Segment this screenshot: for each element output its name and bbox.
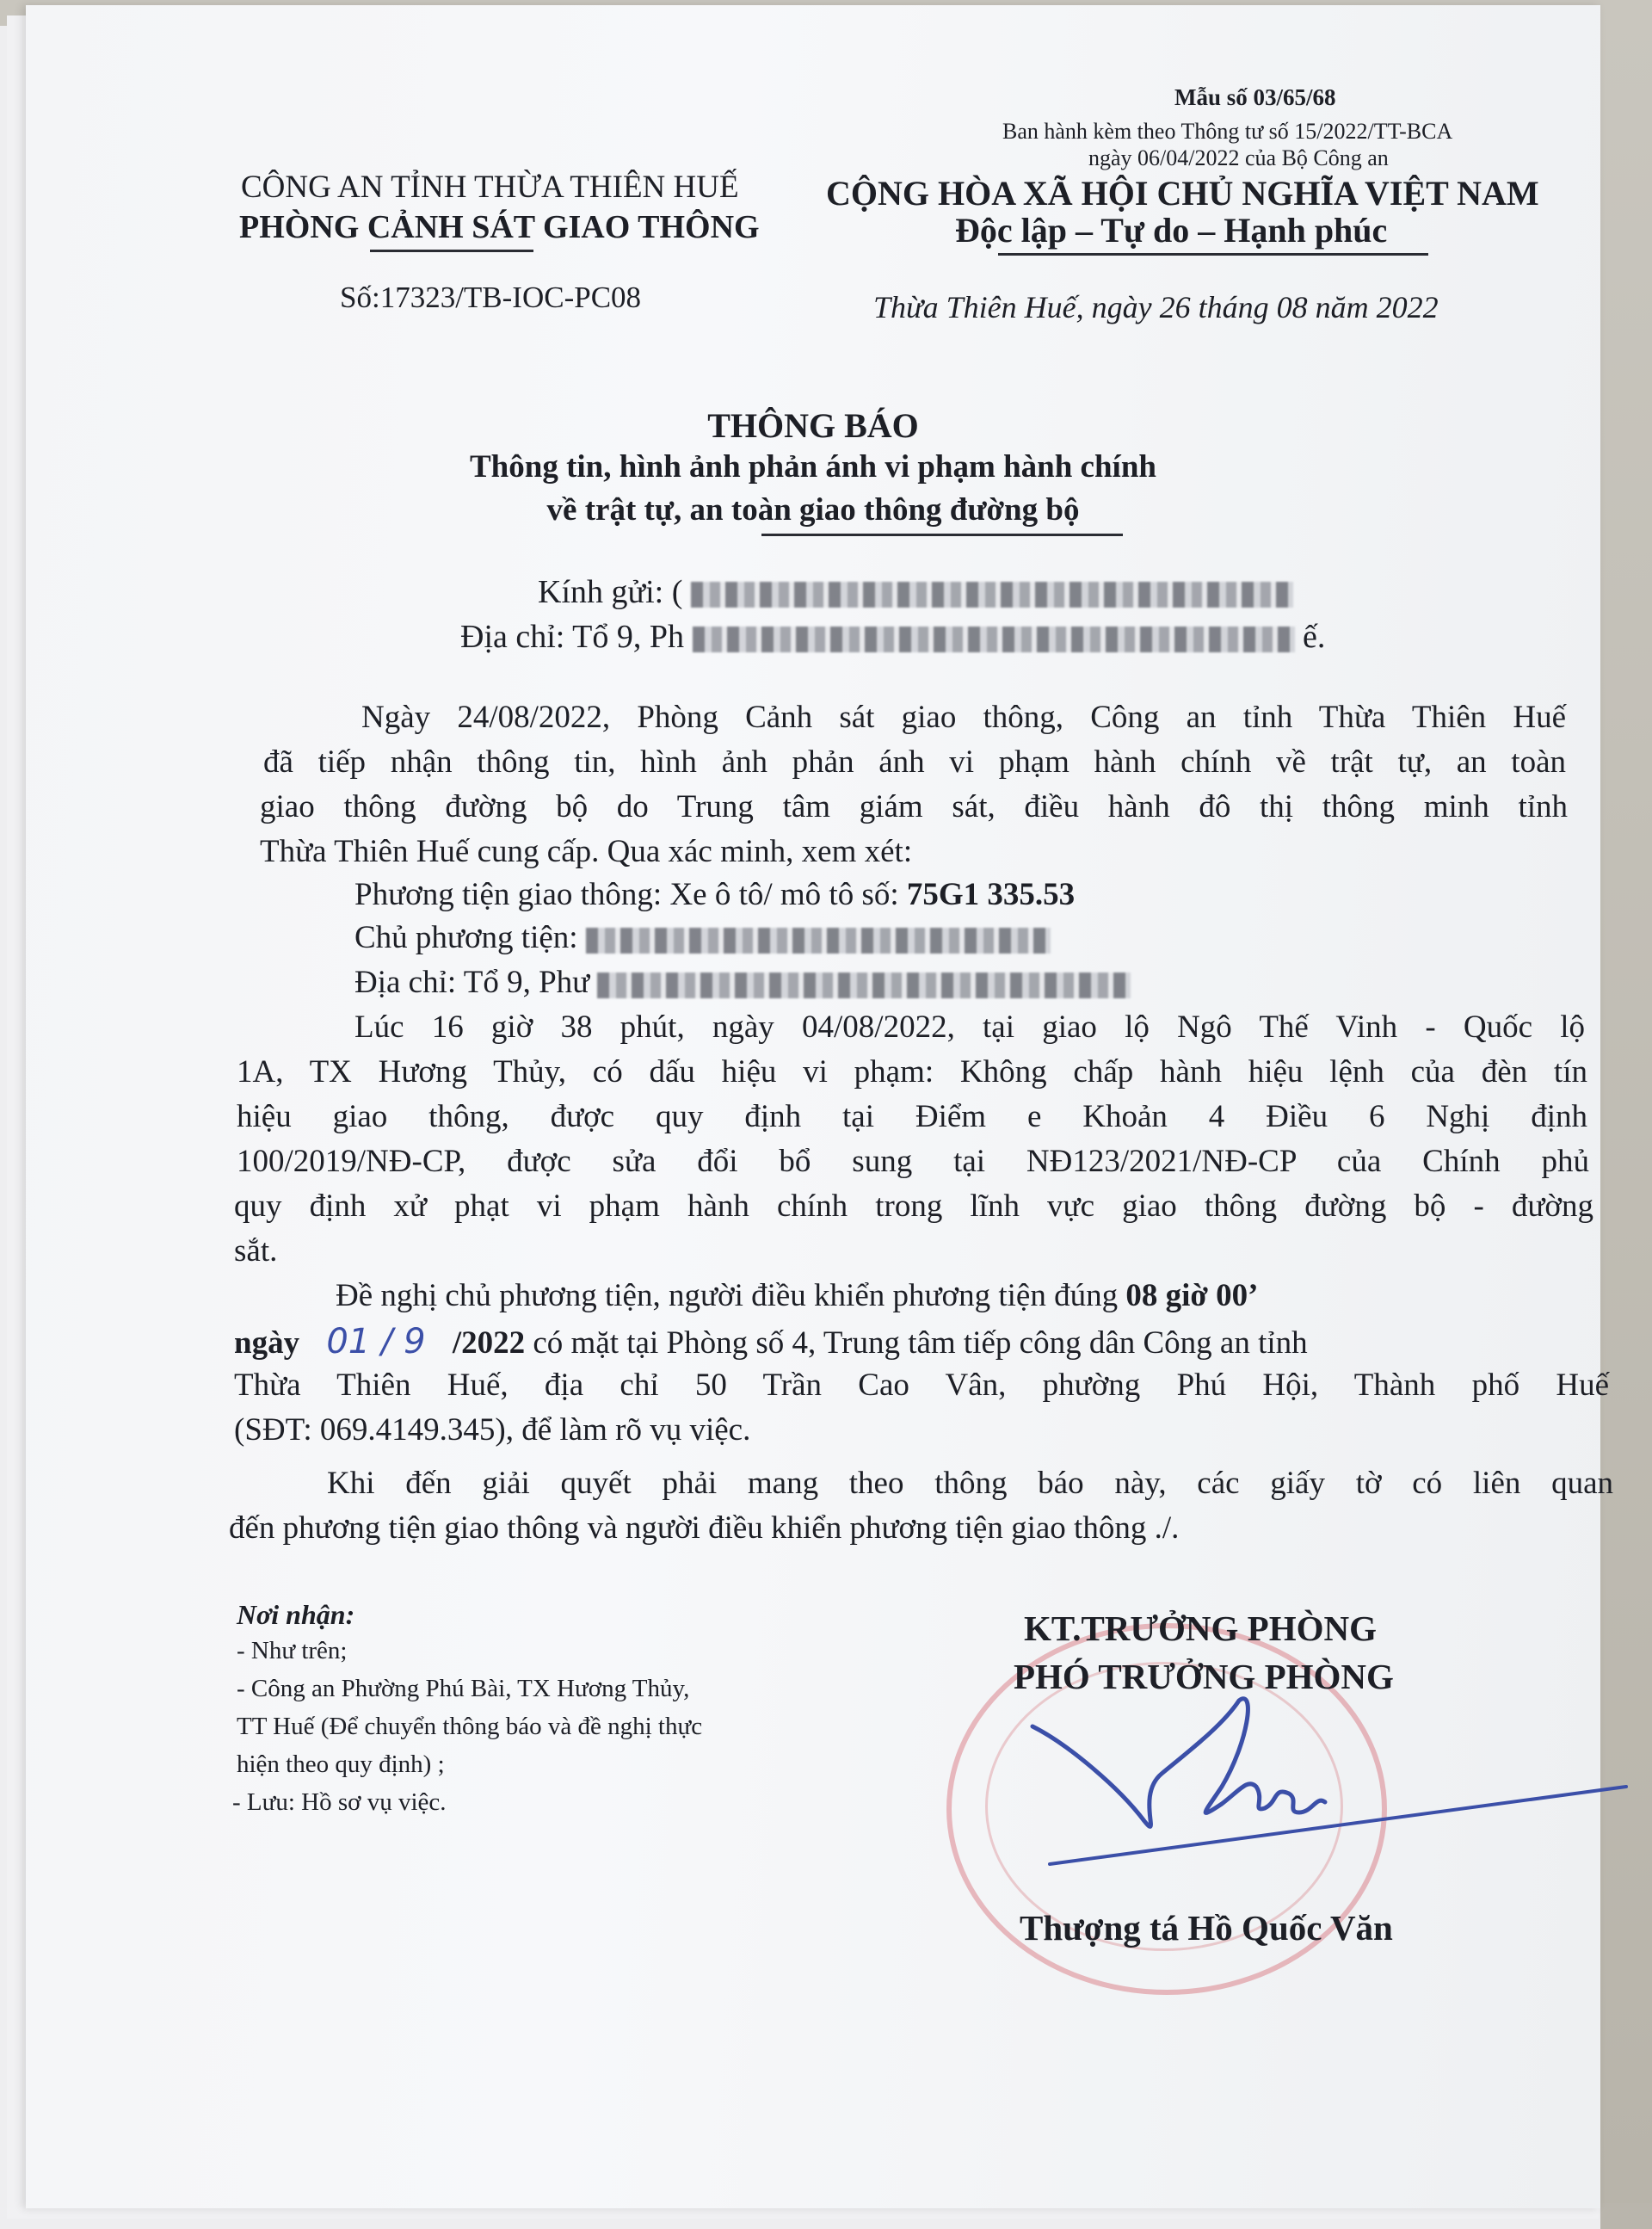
subtitle-underline: [761, 534, 1123, 536]
handwritten-date: 01 / 9: [326, 1322, 426, 1361]
form-number: Mẫu số 03/65/68: [1174, 84, 1336, 110]
document-page: [26, 5, 1613, 2208]
vehicle-label: Phương tiện giao thông: Xe ô tô/ mô tô số:: [354, 877, 907, 912]
body-p4-line1: Khi đến giải quyết phải mang theo thông báo này, các giấy tờ có liên quan: [327, 1466, 1613, 1501]
motto-underline: [998, 253, 1428, 256]
document-number: Số:17323/TB-IOC-PC08: [340, 281, 642, 314]
document-subtitle-line2: về trật tự, an toàn giao thông đường bộ: [546, 492, 1080, 528]
recipients-item: hiện theo quy định) ;: [237, 1750, 445, 1778]
body-p3-line2: [234, 1322, 1308, 1361]
body-p3-text: Đề nghị chủ phương tiện, người điều khiển phương tiện đúng: [336, 1278, 1126, 1313]
body-p4-line2: đến phương tiện giao thông và người điều khiển phương tiện giao thông ./.: [229, 1510, 1180, 1546]
body-p3-line4: (SĐT: 069.4149.345), để làm rõ vụ việc.: [234, 1412, 751, 1448]
recipients-item: - Như trên;: [237, 1637, 348, 1664]
recipients-heading: Nơi nhận:: [237, 1599, 355, 1630]
appointment-year: /2022: [452, 1325, 526, 1361]
recipient-address-line: [460, 618, 1325, 656]
handwritten-signature: [1015, 1692, 1635, 1890]
place-date: Thừa Thiên Huế, ngày 26 tháng 08 năm 2022: [873, 290, 1439, 324]
body-p2-line6: sắt.: [234, 1233, 278, 1269]
body-p2-line1: Lúc 16 giờ 38 phút, ngày 04/08/2022, tại giao lộ Ngô Thế Vinh - Quốc lộ: [354, 1010, 1585, 1045]
vehicle-line: [354, 876, 1075, 913]
owner-address-line: [354, 964, 1131, 1001]
body-p3-line1: [336, 1277, 1258, 1314]
recipients-item: - Lưu: Hồ sơ vụ việc.: [232, 1788, 447, 1816]
body-p1-line2: đã tiếp nhận thông tin, hình ảnh phản ánh vi phạm hành chính về trật tự, an toàn: [263, 744, 1566, 780]
signature-role-primary: KT.TRƯỞNG PHÒNG: [1024, 1608, 1377, 1648]
appointment-place: có mặt tại Phòng số 4, Trung tâm tiếp công dân Công an tỉnh: [525, 1325, 1308, 1361]
recipient-address-label: Địa chỉ: Tổ 9, Ph: [460, 619, 685, 655]
body-p2-line5: quy định xử phạt vi phạm hành chính trong lĩnh vực giao thông đường bộ - đường: [234, 1189, 1593, 1224]
document-title: THÔNG BÁO: [707, 406, 919, 445]
owner-label: Chủ phương tiện:: [354, 920, 586, 955]
redacted-owner-address: [597, 972, 1131, 998]
body-p2-line3: hiệu giao thông, được quy định tại Điểm e Khoản 4 Điều 6 Nghị định: [237, 1099, 1587, 1134]
body-p2-line4: 100/2019/NĐ-CP, được sửa đổi bổ sung tại NĐ123/2021/NĐ-CP của Chính phủ: [237, 1144, 1589, 1179]
form-issued-line: Ban hành kèm theo Thông tư số 15/2022/TT-BCA: [1002, 119, 1453, 144]
agency-parent: CÔNG AN TỈNH THỪA THIÊN HUẾ: [241, 170, 739, 205]
recipient-label: Kính gửi:: [538, 574, 672, 610]
date-label: ngày: [234, 1325, 300, 1361]
nation-motto: Độc lập – Tự do – Hạnh phúc: [955, 211, 1388, 250]
agency-name: PHÒNG CẢNH SÁT GIAO THÔNG: [239, 209, 760, 245]
redacted-recipient-address: [693, 627, 1295, 652]
owner-line: [354, 919, 1051, 956]
owner-address-label: Địa chỉ: Tổ 9, Phư: [354, 965, 590, 1000]
body-p1-line4: Thừa Thiên Huế cung cấp. Qua xác minh, xem xét:: [260, 834, 913, 869]
recipient-line: [538, 573, 1293, 611]
redacted-owner-name: [586, 928, 1051, 954]
body-p3-line3: Thừa Thiên Huế, địa chỉ 50 Trần Cao Vân, phường Phú Hội, Thành phố Huế: [234, 1368, 1609, 1403]
agency-underline: [370, 250, 533, 252]
redacted-recipient-name: [691, 582, 1293, 608]
recipients-item: TT Huế (Để chuyển thông báo và đề nghị thực: [237, 1713, 703, 1740]
signer-name: Thượng tá Hồ Quốc Văn: [1020, 1908, 1393, 1948]
recipient-visible: (: [671, 574, 683, 610]
signature-role-deputy: PHÓ TRƯỞNG PHÒNG: [1014, 1657, 1394, 1696]
vehicle-plate: 75G1 335.53: [906, 877, 1076, 912]
document-subtitle-line1: Thông tin, hình ảnh phản ánh vi phạm hành chính: [470, 449, 1156, 485]
recipients-item: - Công an Phường Phú Bài, TX Hương Thủy,: [237, 1675, 690, 1702]
recipient-address-tail: ế.: [1303, 619, 1326, 655]
appointment-time: 08 giờ 00’: [1125, 1278, 1259, 1313]
form-issued-date: ngày 06/04/2022 của Bộ Công an: [1088, 145, 1389, 170]
body-p2-line2: 1A, TX Hương Thủy, có dấu hiệu vi phạm: Không chấp hành hiệu lệnh của đèn tín: [237, 1054, 1587, 1090]
body-p1-line1: Ngày 24/08/2022, Phòng Cảnh sát giao thông, Công an tỉnh Thừa Thiên Huế: [361, 700, 1566, 735]
body-p1-line3: giao thông đường bộ do Trung tâm giám sát, điều hành đô thị thông minh tỉnh: [260, 789, 1568, 824]
nation-title: CỘNG HÒA XÃ HỘI CHỦ NGHĨA VIỆT NAM: [826, 174, 1539, 213]
